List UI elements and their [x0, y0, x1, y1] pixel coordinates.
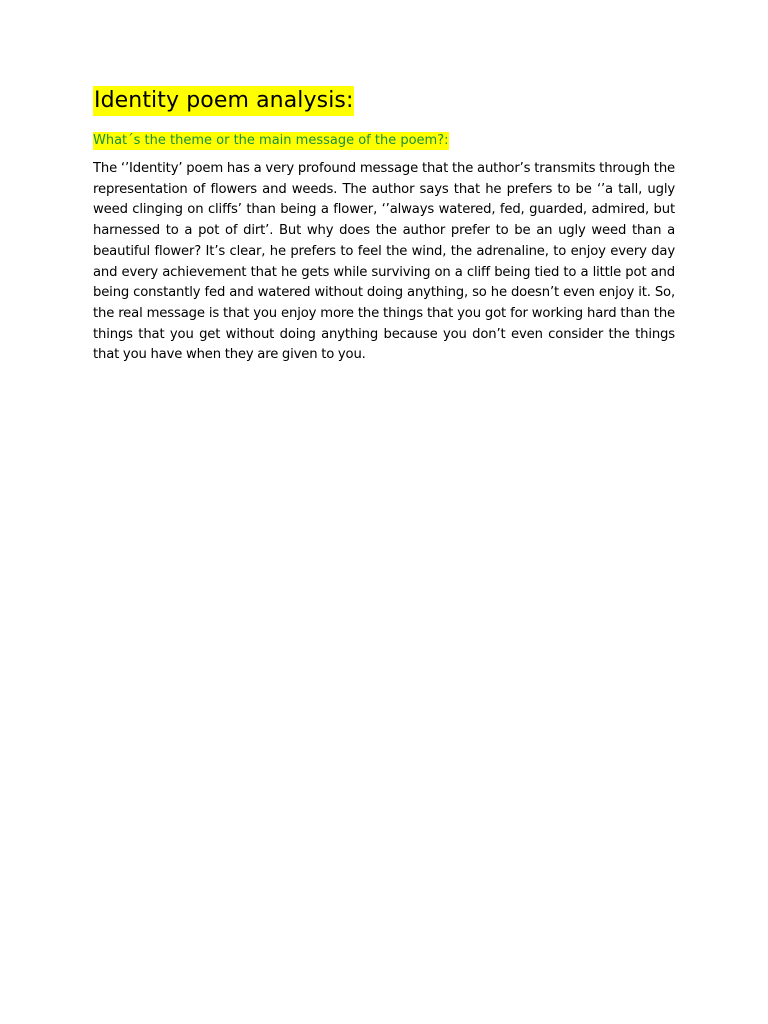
- title-wrap: [93, 86, 675, 116]
- document-title: Identity poem analysis:: [93, 86, 354, 116]
- question-subtitle: What´s the theme or the main message of the poem?:: [93, 133, 449, 148]
- analysis-paragraph: The ‘’Identity’ poem has a very profound message that the author’s transmits through the representation of flowers and weeds. The author says that he prefers to be ‘’a tall, ugly weed clinging on cliffs’ than being a flower, ‘’always watered, fed, guarded, admired, but harnessed to a pot of dirt’. But why does the author prefer to be an ugly weed than a beautiful flower? It’s clear, he prefers to feel the wind, the adrenaline, to enjoy every day and every achievement that he gets while surviving on a cliff being tied to a little pot and being constantly fed and watered without doing anything, so he doesn’t even enjoy it. So, the real message is that you enjoy more the things that you got for working hard than the things that you get without doing anything because you don’t even consider the things that you have when they are given to you.: [93, 161, 675, 363]
- subtitle-wrap: [93, 130, 675, 150]
- document-content: [93, 86, 675, 366]
